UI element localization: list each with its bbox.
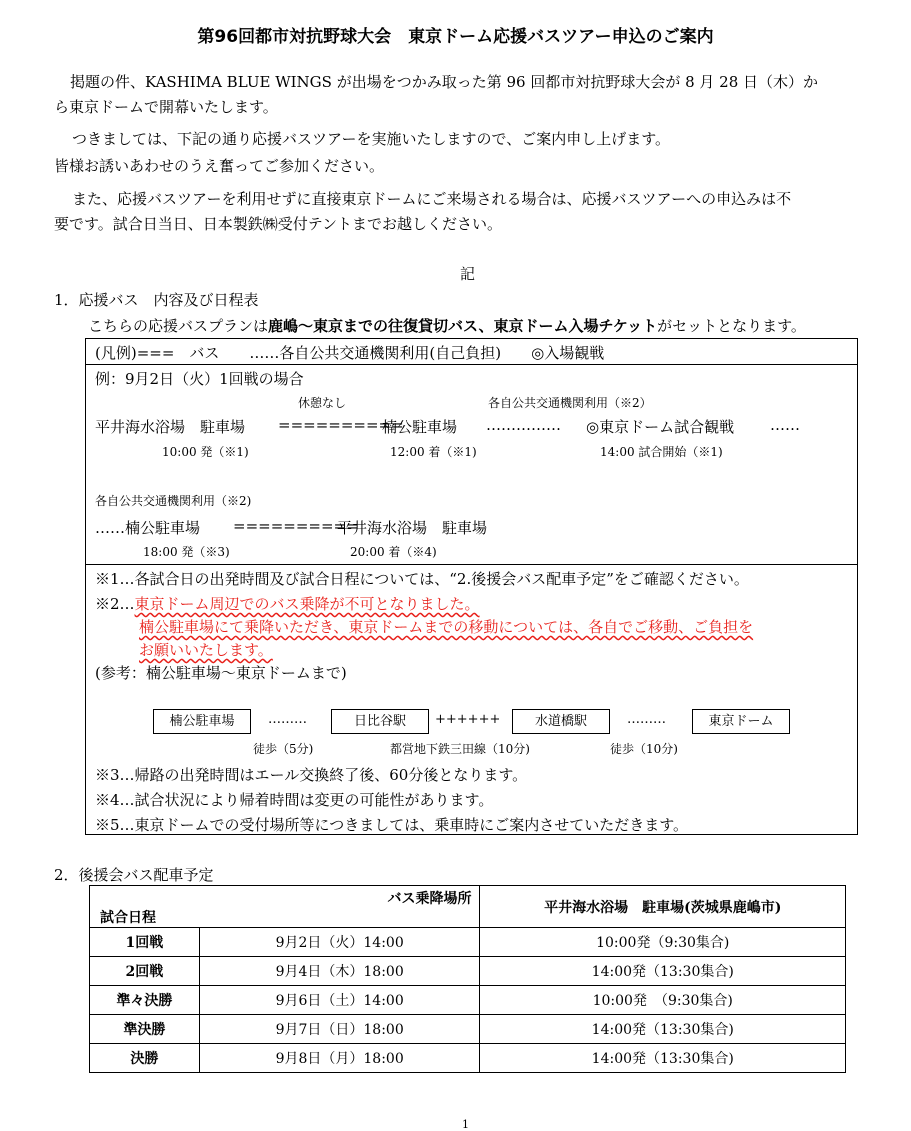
bus-schedule-table bbox=[89, 885, 846, 1073]
note-5: ※5…東京ドームでの受付場所等につきましては、乗車時にご案内させていただきます。 bbox=[95, 816, 689, 834]
subway-label: 都営地下鉄三田線（10分) bbox=[390, 742, 530, 756]
route2-bus: ========== bbox=[233, 517, 359, 535]
intro-p3: 皆様お誘いあわせのうえ奮ってご参加ください。 bbox=[54, 157, 385, 175]
round-cell: 2回戦 bbox=[90, 957, 200, 986]
round-cell: 決勝 bbox=[90, 1044, 200, 1073]
note-1: ※1…各試合日の出発時間及び試合日程については、“2.後援会バス配車予定”をご確認ください。 bbox=[95, 570, 749, 588]
kakuji-bottom-label: 各自公共交通機関利用（※2) bbox=[95, 494, 252, 508]
date-cell: 9月2日（火）14:00 bbox=[199, 928, 480, 957]
section1-heading: 1．応援バス 内容及び日程表 bbox=[54, 291, 259, 309]
connector-subway: ++++++ bbox=[435, 712, 501, 727]
section1-desc-suffix: がセットとなります。 bbox=[657, 317, 806, 335]
round-cell: 準々決勝 bbox=[90, 986, 200, 1015]
example-label: 例：9月2日（火）1回戦の場合 bbox=[95, 370, 304, 388]
table-row bbox=[90, 957, 846, 986]
round-cell: 準決勝 bbox=[90, 1015, 200, 1044]
departure-cell: 14:00発（13:30集合) bbox=[480, 957, 846, 986]
kyukei-label: 休憩なし bbox=[298, 396, 347, 410]
connector-dots-1: ……… bbox=[268, 712, 307, 727]
note-2-red-2-text: 楠公駐車場にて乗降いただき、東京ドームまでの移動については、各自でご移動、ご負担を bbox=[139, 618, 754, 636]
time-arrive-1: 12:00 着（※1) bbox=[390, 445, 477, 459]
date-cell: 9月7日（日）18:00 bbox=[199, 1015, 480, 1044]
time-depart-2: 18:00 発（※3) bbox=[143, 545, 230, 559]
intro-p1-line1: 掲題の件、KASHIMA BLUE WINGS が出場をつかみ取った第 96 回都市対抗野球大会が 8 月 28 日（木）か bbox=[70, 73, 819, 91]
page-title: 第96回都市対抗野球大会 東京ドーム応援バスツアー申込のご案内 bbox=[197, 27, 714, 47]
note-2-red-1: 東京ドーム周辺でのバス乗降が不可となりました。 bbox=[134, 595, 480, 613]
date-cell: 9月8日（月）18:00 bbox=[199, 1044, 480, 1073]
note-2-red-3-text: お願いいたします。 bbox=[139, 641, 273, 659]
note-2 bbox=[95, 593, 480, 614]
section1-desc-bold: 鹿嶋～東京までの往復貸切バス、東京ドーム入場チケット bbox=[268, 317, 658, 335]
header-departure-place: 平井海水浴場 駐車場(茨城県鹿嶋市) bbox=[480, 886, 846, 928]
table-row bbox=[90, 1015, 846, 1044]
departure-cell: 10:00発（9:30集合) bbox=[480, 928, 846, 957]
route1-dots: …………… bbox=[486, 416, 561, 434]
intro-p4-line1: また、応援バスツアーを利用せずに直接東京ドームにご来場される場合は、応援バスツアーへの申込みは不 bbox=[72, 190, 792, 208]
time-depart-1: 10:00 発（※1) bbox=[162, 445, 249, 459]
section1-desc-prefix: こちらの応援バスプランは bbox=[88, 317, 269, 335]
route1-dome: ◎東京ドーム試合観戦 bbox=[586, 418, 735, 436]
station-suidobashi: 水道橋駅 bbox=[512, 709, 610, 734]
date-cell: 9月6日（土）14:00 bbox=[199, 986, 480, 1015]
route1-tail: …… bbox=[770, 416, 800, 434]
kakuji-top-label: 各自公共交通機関利用（※2） bbox=[488, 396, 652, 410]
intro-p4-line2: 要です。試合日当日、日本製鉄㈱受付テントまでお越しください。 bbox=[54, 215, 503, 233]
table-row bbox=[90, 928, 846, 957]
ki-label: 記 bbox=[460, 265, 476, 283]
section1-description bbox=[88, 315, 806, 336]
table-header-row bbox=[90, 886, 846, 928]
note-2-red-2 bbox=[139, 616, 753, 637]
table-row bbox=[90, 986, 846, 1015]
time-game-start: 14:00 試合開始（※1) bbox=[600, 445, 723, 459]
intro-p2: つきましては、下記の通り応援バスツアーを実施いたしますので、ご案内申し上げます。 bbox=[72, 130, 671, 148]
table-row bbox=[90, 1044, 846, 1073]
reference-label: (参考：楠公駐車場～東京ドームまで) bbox=[95, 664, 347, 682]
legend: (凡例)=== バス ……各自公共交通機関利用(自己負担) ◎入場観戦 bbox=[95, 344, 605, 362]
route1-nanko: 楠公駐車場 bbox=[382, 418, 458, 436]
route2-nanko: ……楠公駐車場 bbox=[95, 519, 201, 537]
header-diagonal-cell bbox=[90, 886, 480, 928]
note-3: ※3…帰路の出発時間はエール交換終了後、60分後となります。 bbox=[95, 766, 528, 784]
header-game-schedule: 試合日程 bbox=[100, 910, 156, 926]
departure-cell: 14:00発（13:30集合) bbox=[480, 1015, 846, 1044]
page-number: 1 bbox=[462, 1118, 469, 1131]
connector-dots-2: ……… bbox=[627, 712, 666, 727]
header-bus-place: バス乗降場所 bbox=[387, 891, 472, 907]
route1-origin: 平井海水浴場 駐車場 bbox=[95, 418, 246, 436]
station-nanko: 楠公駐車場 bbox=[153, 709, 251, 734]
divider bbox=[85, 364, 858, 365]
route1-bus: ========== bbox=[278, 416, 404, 434]
route2-destination: 平井海水浴場 駐車場 bbox=[337, 519, 488, 537]
note-2-prefix: ※2… bbox=[95, 595, 135, 613]
walk-label-2: 徒歩（10分) bbox=[610, 742, 678, 756]
divider bbox=[85, 564, 858, 565]
station-hibiya: 日比谷駅 bbox=[331, 709, 429, 734]
intro-p1-line2: ら東京ドームで開幕いたします。 bbox=[54, 98, 278, 116]
departure-cell: 10:00発 （9:30集合) bbox=[480, 986, 846, 1015]
time-arrive-2: 20:00 着（※4) bbox=[350, 545, 437, 559]
station-tokyo-dome: 東京ドーム bbox=[692, 709, 790, 734]
date-cell: 9月4日（木）18:00 bbox=[199, 957, 480, 986]
round-cell: 1回戦 bbox=[90, 928, 200, 957]
section2-heading: 2．後援会バス配車予定 bbox=[54, 866, 214, 884]
note-2-red-3 bbox=[139, 639, 273, 660]
note-4: ※4…試合状況により帰着時間は変更の可能性があります。 bbox=[95, 791, 494, 809]
departure-cell: 14:00発（13:30集合) bbox=[480, 1044, 846, 1073]
walk-label-1: 徒歩（5分) bbox=[253, 742, 314, 756]
